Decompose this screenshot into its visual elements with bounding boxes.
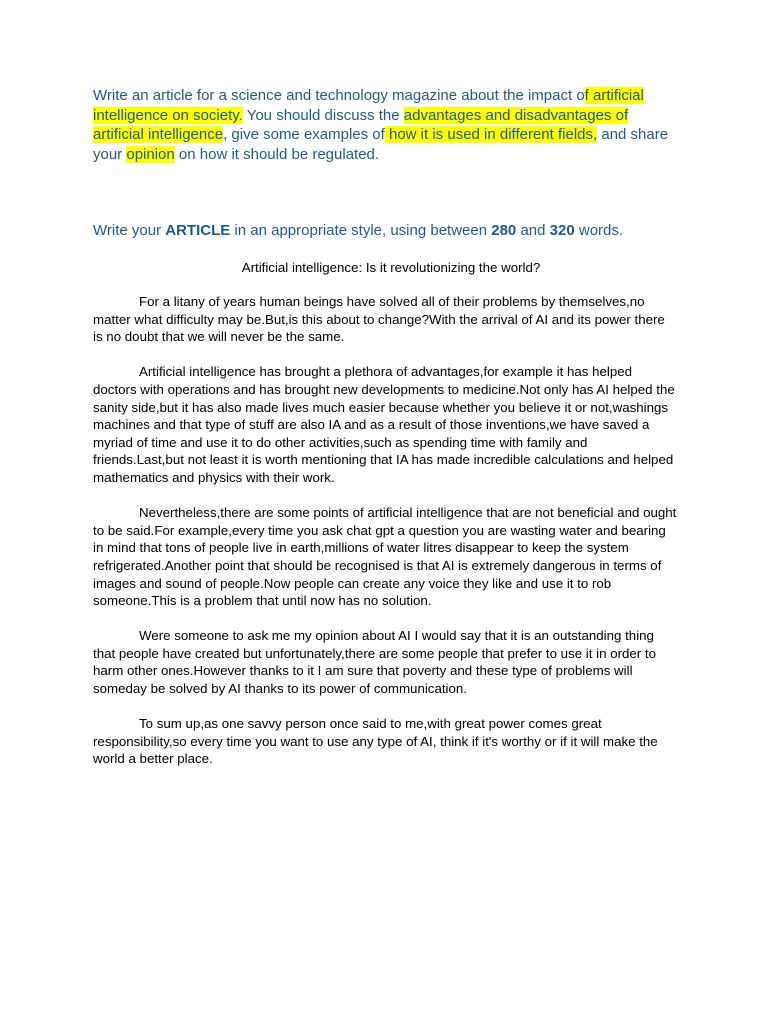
essay-paragraph: Artificial intelligence has brought a plethora of advantages,for example it has helped doctors with operations and has brought new developments to medicine.Not only has AI helped the sanity side,but it has also made lives much easier because whether you believe it or not,washings machines and that type of stuff are also IA and as a result of those inventions,we have saved a myriad of time and use it to do other activities,such as spending time with family and friends.Last,but not least it is worth mentioning that IA has made incredible calculations and helped mathematics and physics with their work. [93,364,675,485]
essay-paragraph: For a litany of years human beings have solved all of their problems by themselves,no matter what difficulty may be.But,is this about to change?With the arrival of AI and its power there is no doubt that we will never be the same. [93,294,665,345]
instruction-text: words. [574,222,624,239]
instruction-text: Write your [93,222,166,239]
essay-title: Artificial intelligence: Is it revolutionizing the world? [241,260,541,275]
essay-body [93,293,677,786]
essay-paragraph: Were someone to ask me my opinion about AI I would say that it is an outstanding thing that people have created but unfortunately,there are some people that prefer to use it in order to harm other ones.However thanks to it I am sure that poverty and these type of problems will someday be solved by AI thanks to its power of communication. [93,628,657,697]
prompt-highlight: opinion [126,145,175,163]
task-prompt [93,86,678,164]
prompt-text: Write an article for a science and technology magazine about the impact o [93,87,585,104]
instruction-text: and [516,222,550,239]
prompt-highlight: how it is used in different fields, [384,126,598,143]
prompt-text: , give some examples of [223,126,385,143]
instruction-text: in an appropriate style, using between [230,222,492,239]
prompt-text: and share your [93,126,669,163]
word-count-instruction [93,221,678,241]
instruction-keyword: ARTICLE [165,222,231,239]
min-words: 280 [491,222,517,239]
prompt-highlight: f artificial intelligence on society. [93,87,644,124]
max-words: 320 [549,222,575,239]
prompt-highlight: advantages and disadvantages of artificial intelligence [93,106,629,143]
essay-paragraph: Nevertheless,there are some points of artificial intelligence that are not beneficial and ought to be said.For example,every time you ask chat gpt a question you are wasting water and bearing in mind that tons of people live in earth,millions of water litres disappear to keep the system refrigerated.Another point that should be recognised is that AI is extremely dangerous in terms of images and sound of people.Now people can create any voice they like and use it to rob someone.This is a problem that until now has no solution. [93,505,677,609]
essay-paragraph: To sum up,as one savvy person once said to me,with great power comes great responsibility,so every time you want to use any type of AI, think if it's worthy or if it will make the world a better place. [93,716,658,767]
prompt-text: You should discuss the [242,106,404,124]
prompt-text: on how it should be regulated. [174,145,380,163]
